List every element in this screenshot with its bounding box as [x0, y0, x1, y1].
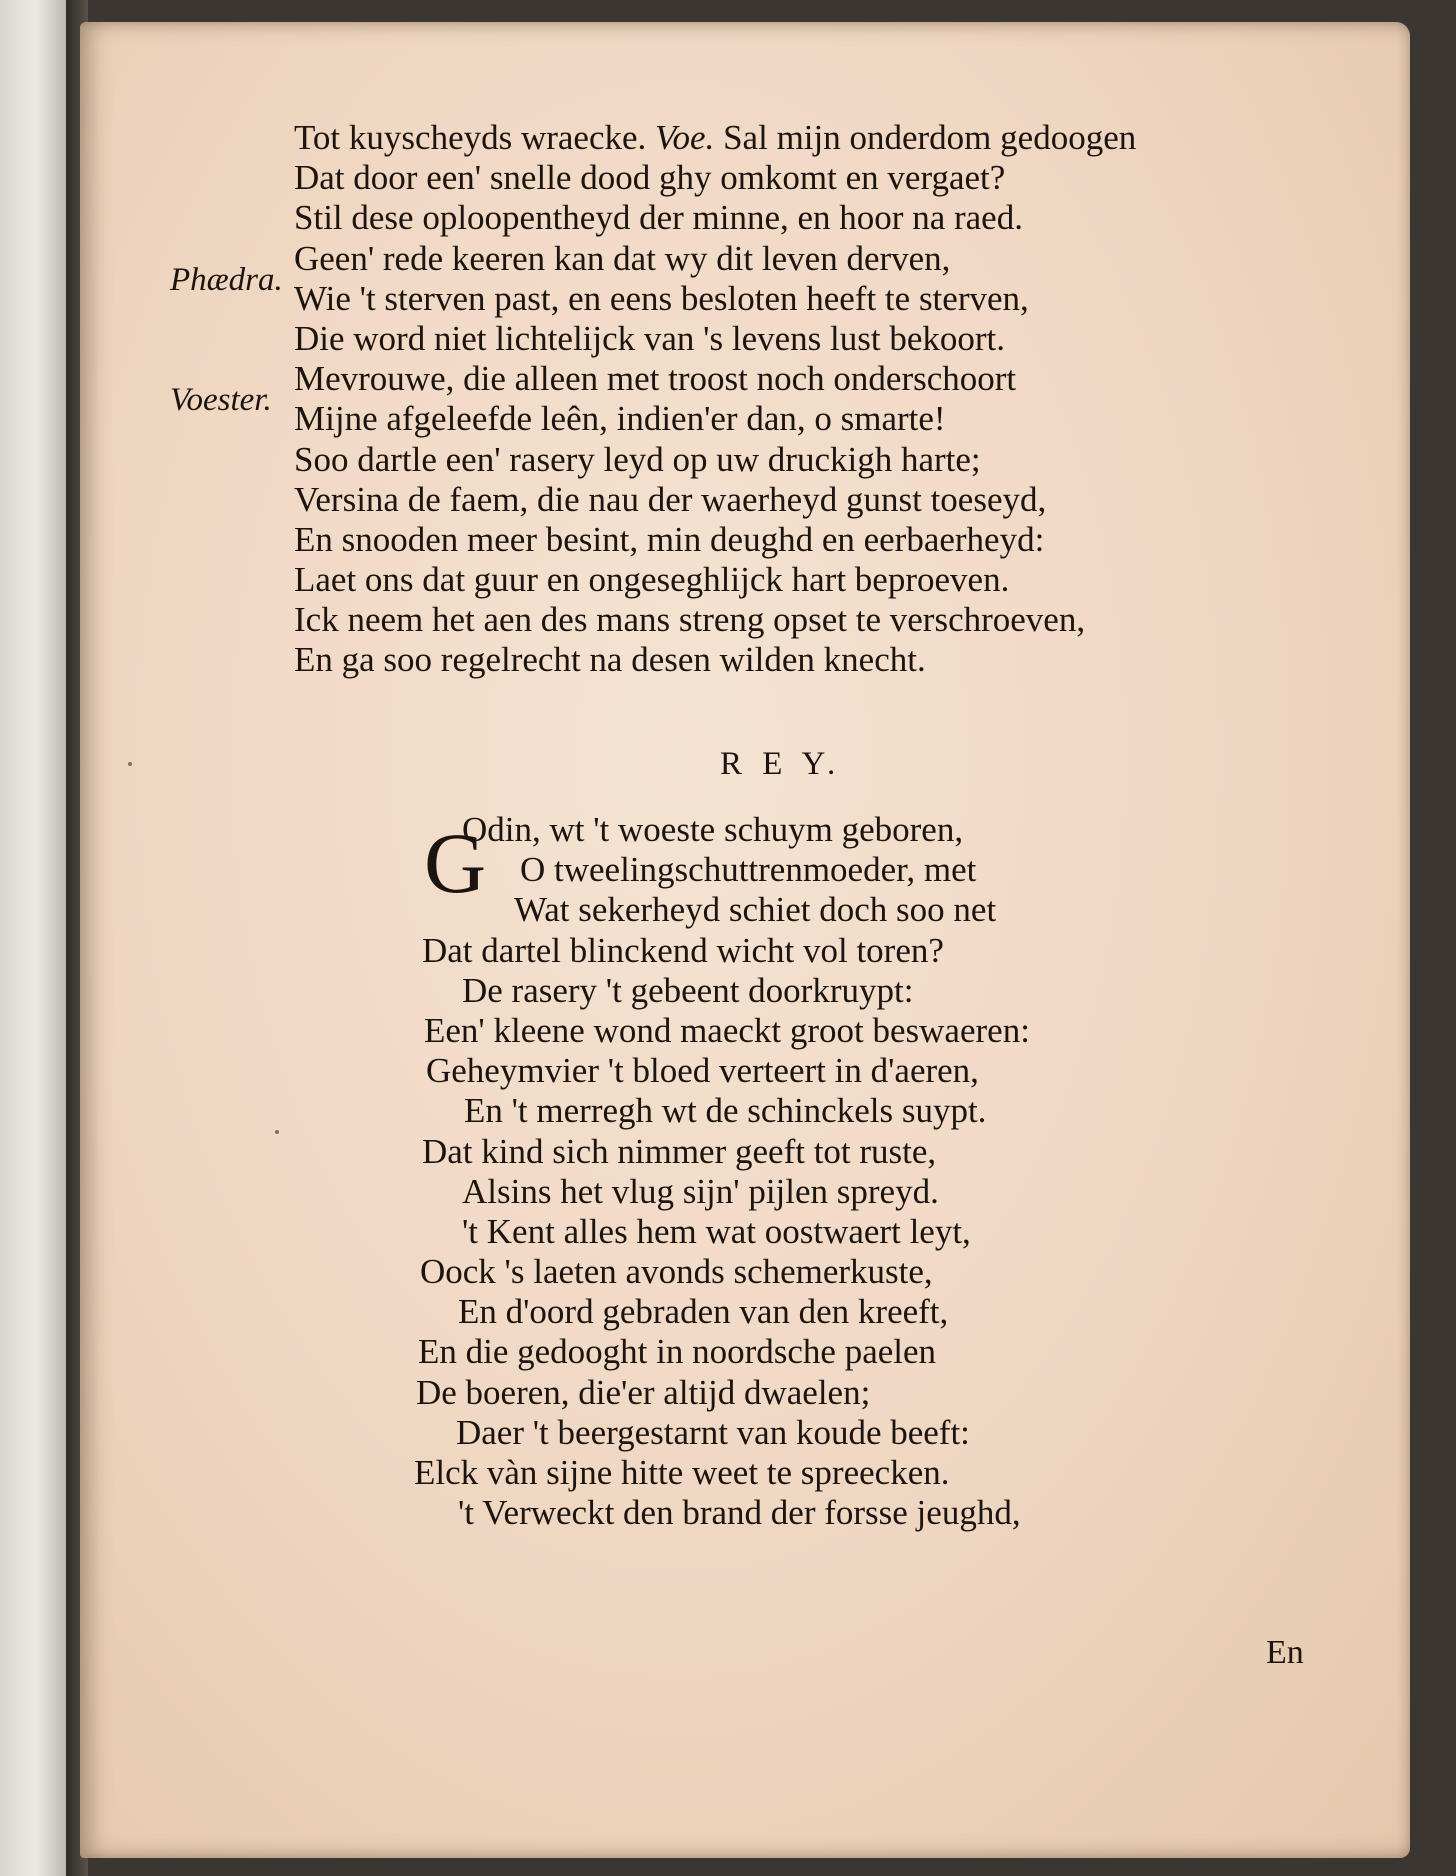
verse-line: O tweelingschuttrenmoeder, met [520, 850, 977, 890]
verse-line: En d'oord gebraden van den kreeft, [458, 1292, 949, 1332]
verse-line: Geheymvier 't bloed verteert in d'aeren, [426, 1051, 979, 1091]
verse-line: Elck vàn sijne hitte weet te spreecken. [414, 1453, 950, 1492]
catchword: En [1266, 1634, 1304, 1671]
verse-line: Soo dartle een' rasery leyd op uw druckigh harte; [294, 439, 981, 479]
speaker-label-phaedra: Phædra. [170, 262, 283, 298]
verse-line: 't Verweckt den brand der forsse jeughd, [458, 1493, 1021, 1533]
verse-line: Wat sekerheyd schiet doch soo net [514, 890, 997, 930]
verse-line: Wie 't sterven past, en eens besloten heeft te sterven, [294, 278, 1029, 318]
verse-line: En ga soo regelrecht na desen wilden knecht. [294, 640, 926, 680]
verse-line: Dat kind sich nimmer geeft tot ruste, [422, 1131, 937, 1171]
verse-line: Geen' rede keeren kan dat wy dit leven derven, [294, 238, 951, 278]
verse-line: Alsins het vlug sijn' pijlen spreyd. [462, 1171, 939, 1211]
verse-line: Versina de faem, die nau der waerheyd gunst toeseyd, [294, 479, 1047, 519]
chorus-block [414, 810, 1030, 1533]
verse-line: 't Kent alles hem wat oostwaert leyt, [462, 1211, 971, 1251]
verse-line: De boeren, die'er altijd dwaelen; [416, 1372, 871, 1412]
dialogue-block [294, 118, 1136, 681]
paper-speck [128, 762, 132, 766]
verse-line: De rasery 't gebeent doorkruypt: [462, 970, 914, 1010]
verse-line: Mijne afgeleefde leên, indien'er dan, o smarte! [294, 399, 946, 439]
verse-line: En snooden meer besint, min deughd en eerbaerheyd: [294, 519, 1045, 559]
verse-line: Ick neem het aen des mans streng opset te verschroeven, [294, 600, 1086, 640]
chorus-heading: R E Y. [720, 746, 842, 782]
verse-text: Tot kuyscheyds wraecke. [294, 118, 647, 157]
paper-speck [275, 1130, 279, 1134]
verse-line: Dat door een' snelle dood ghy omkomt en vergaet? [294, 158, 1006, 198]
facing-page-edge [0, 0, 68, 1876]
verse-line: Oock 's laeten avonds schemerkuste, [420, 1252, 933, 1292]
verse-line: Dat dartel blinckend wicht vol toren? [422, 930, 944, 970]
verse-line: Een' kleene wond maeckt groot beswaeren: [424, 1010, 1030, 1050]
drop-cap: G [424, 815, 487, 911]
verse-line: Laet ons dat guur en ongeseghlijck hart beproeven. [294, 560, 1010, 600]
verse-text: Sal mijn onderdom gedoogen [723, 118, 1137, 157]
verse-line: Stil dese oploopentheyd der minne, en hoor na raed. [294, 198, 1023, 238]
verse-line [294, 118, 1136, 158]
speaker-label-voester: Voester. [170, 382, 272, 418]
verse-line: Die word niet lichtelijck van 's levens lust bekoort. [294, 318, 1006, 358]
verse-line: En die gedooght in noordsche paelen [418, 1332, 937, 1372]
verse-line: Odin, wt 't woeste schuym geboren, [462, 810, 964, 849]
speaker-voe: Voe. [655, 118, 715, 157]
verse-line: En 't merregh wt de schinckels suypt. [464, 1091, 987, 1131]
verse-line: Mevrouwe, die alleen met troost noch onderschoort [294, 359, 1017, 399]
verse-line: Daer 't beergestarnt van koude beeft: [456, 1412, 970, 1452]
